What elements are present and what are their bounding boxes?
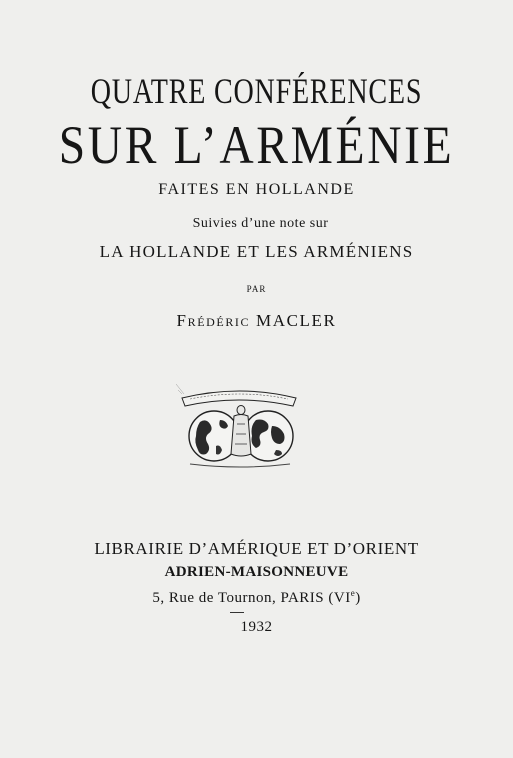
author-name: Frédéric MACLER <box>176 311 337 330</box>
address-end: ) <box>355 590 361 606</box>
divider <box>230 612 244 613</box>
address-main: 5, Rue de Tournon, PARIS (VI <box>152 590 351 606</box>
publisher-emblem-icon <box>176 384 302 470</box>
publication-year: 1932 <box>240 619 273 635</box>
title-line-1: QUATRE CONFÉRENCES <box>90 71 423 111</box>
subtitle: FAITES EN HOLLANDE <box>158 181 355 198</box>
publisher-name: LIBRAIRIE D’AMÉRIQUE ET D’ORIENT <box>94 539 419 558</box>
title-line-2: SUR L’ARMÉNIE <box>58 115 455 175</box>
bookseller-name: ADRIEN-MAISONNEUVE <box>164 564 349 580</box>
publisher-address <box>0 588 513 607</box>
address-superscript: e <box>350 588 356 598</box>
note-title: LA HOLLANDE ET LES ARMÉNIENS <box>99 242 414 261</box>
note-intro: Suivies d’une note sur <box>192 216 329 231</box>
byline-par: PAR <box>246 284 267 294</box>
